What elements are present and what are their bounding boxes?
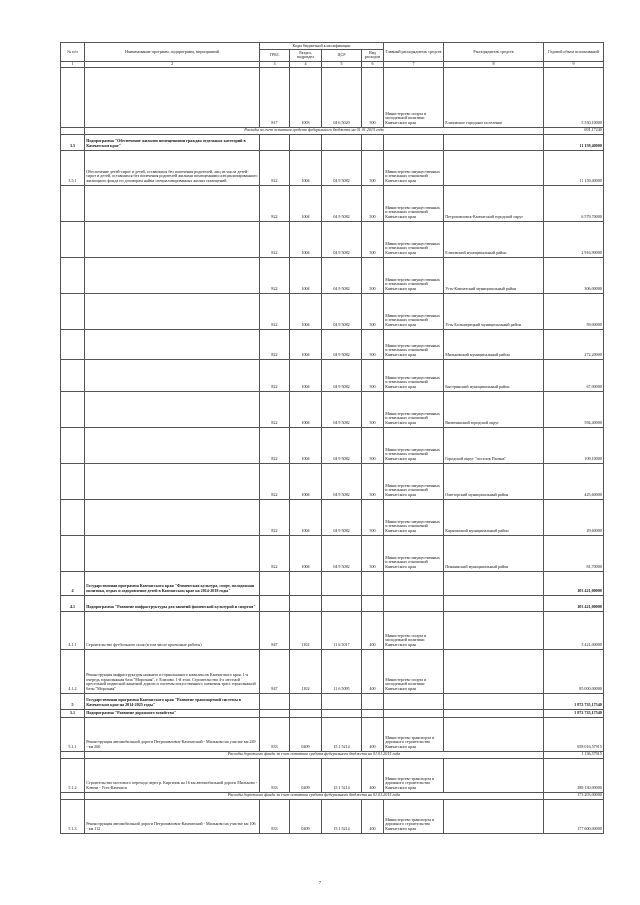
row-sum: 6 579,70000 <box>544 185 604 221</box>
header-csr: ЦСР <box>322 50 362 62</box>
row-name: Строительство футбольного поля (в том числе проектные работы) <box>85 611 260 649</box>
row-vr: 500 <box>362 463 384 499</box>
row-grbs: 822 <box>260 499 290 535</box>
row-name: Обеспечение детей-сирот и детей, оставшихся без попечения родителей, лиц из числа детей-сирот и детей, оставшихся без попечения родителей жилыми помещениями специализированного жилищного фонда по договорам найма специализированных жилых помещений <box>85 150 260 185</box>
empty-cell <box>444 709 544 717</box>
row-num <box>61 427 85 463</box>
row-num: 5 <box>61 693 85 709</box>
empty-cell <box>290 571 322 595</box>
row-grbs: 822 <box>260 185 290 221</box>
row-name <box>85 257 260 293</box>
header-num: № п/п <box>61 43 85 62</box>
row-name <box>85 499 260 535</box>
row-grbs: 822 <box>260 293 290 329</box>
row-main-manager: Министерство спорта и молодежной политики Камчатского края <box>384 611 444 649</box>
program-row <box>61 571 604 595</box>
row-section: 1004 <box>290 150 322 185</box>
row-num: 4 <box>61 571 85 595</box>
row-name <box>85 67 260 127</box>
row-main-manager: Министерство имущественных и земельных отношений Камчатского края <box>384 329 444 359</box>
row-recipient: Елизовское городское поселение <box>444 67 544 127</box>
row-grbs: 822 <box>260 221 290 257</box>
row-recipient: Карагинский муниципальный район <box>444 499 544 535</box>
row-grbs: 822 <box>260 535 290 571</box>
row-name <box>85 391 260 427</box>
row-section: 1004 <box>290 329 322 359</box>
row-vr: 500 <box>362 427 384 463</box>
row-csr: 04 9 5082 <box>322 463 362 499</box>
row-sum: 177 600,00000 <box>544 799 604 833</box>
row-csr: 04 9 5082 <box>322 221 362 257</box>
table-body <box>61 67 604 833</box>
row-vr: 400 <box>362 717 384 751</box>
row-name <box>85 535 260 571</box>
row-sum: 288 130,00000 <box>544 758 604 792</box>
row-vr: 500 <box>362 391 384 427</box>
empty-cell <box>362 595 384 611</box>
row-recipient: Мильковский муниципальный район <box>444 329 544 359</box>
row-vr: 500 <box>362 329 384 359</box>
row-num: 5.1.1 <box>61 717 85 751</box>
row-csr: 04 9 5082 <box>322 293 362 329</box>
row-main-manager: Министерство имущественных и земельных отношений Камчатского края <box>384 391 444 427</box>
note-text: Расходы дорожного фонда за счет остатков средств федерального бюджета на 01.01.2015 года <box>85 792 544 799</box>
row-vr: 400 <box>362 799 384 833</box>
row-grbs: 822 <box>260 391 290 427</box>
row-main-manager: Министерство имущественных и земельных отношений Камчатского края <box>384 185 444 221</box>
row-recipient: Пенжинский муниципальный район <box>444 535 544 571</box>
row-num <box>61 185 85 221</box>
row-section: 0409 <box>290 799 322 833</box>
row-section: 1004 <box>290 391 322 427</box>
row-csr: 15 1 5214 <box>322 758 362 792</box>
row-section: 1004 <box>290 427 322 463</box>
row-csr: 04 9 5082 <box>322 499 362 535</box>
row-csr: 04 9 5082 <box>322 427 362 463</box>
row-sum: 103 421,00000 <box>544 571 604 595</box>
row-sum: 425,60000 <box>544 463 604 499</box>
row-num: 4.1.2 <box>61 649 85 693</box>
row-recipient: Усть-Большерецкий муниципальный район <box>444 293 544 329</box>
index-cell: 5 <box>322 61 362 67</box>
row-grbs: 847 <box>260 649 290 693</box>
note-num-cell <box>61 792 85 799</box>
row-main-manager: Министерство транспорта и дорожного строительства Камчатского края <box>384 717 444 751</box>
row-num: 4.1.1 <box>61 611 85 649</box>
empty-cell <box>362 709 384 717</box>
row-recipient: Городской округ "поселок Палана" <box>444 427 544 463</box>
row-name: Подпрограмма "Обеспечение жилыми помещениями граждан отдельных категорий в Камчатском крае" <box>85 134 260 150</box>
row-main-manager: Министерство имущественных и земельных отношений Камчатского края <box>384 221 444 257</box>
table-row <box>61 391 604 427</box>
row-recipient <box>444 649 544 693</box>
header-total: Годовой объем ассигнований <box>544 43 604 62</box>
row-sum: 3 421,00000 <box>544 611 604 649</box>
row-csr: 11 6 5095 <box>322 649 362 693</box>
row-csr: 04 9 5082 <box>322 391 362 427</box>
row-name: Государственная программа Камчатского края "Физическая культура, спорт, молодежная политика, отдых и оздоровление детей в Камчатском крае на 2014-2018 годы" <box>85 571 260 595</box>
header-recipient: Распорядитель средств <box>444 43 544 62</box>
table-row <box>61 359 604 391</box>
row-sum: 59,00000 <box>544 293 604 329</box>
row-sum: 306,00000 <box>544 257 604 293</box>
row-section: 1004 <box>290 359 322 391</box>
row-recipient <box>444 758 544 792</box>
row-recipient <box>444 717 544 751</box>
row-recipient: Быстринский муниципальный район <box>444 359 544 391</box>
row-main-manager: Министерство спорта и молодежной политики Камчатского края <box>384 649 444 693</box>
table-row <box>61 463 604 499</box>
row-csr: 15 1 5214 <box>322 717 362 751</box>
row-grbs: 817 <box>260 67 290 127</box>
row-csr: 04 9 5082 <box>322 329 362 359</box>
row-num <box>61 329 85 359</box>
row-main-manager: Министерство имущественных и земельных отношений Камчатского края <box>384 359 444 391</box>
table-row <box>61 499 604 535</box>
row-recipient: Петропавловск-Камчатский городской округ <box>444 185 544 221</box>
row-name <box>85 427 260 463</box>
empty-cell <box>444 134 544 150</box>
empty-cell <box>362 134 384 150</box>
header-grbs: ГРБС <box>260 50 290 62</box>
row-grbs: 833 <box>260 717 290 751</box>
row-recipient <box>444 611 544 649</box>
header-name: Наименование программ, подпрограмм, мероприятий <box>85 43 260 62</box>
budget-table <box>60 42 604 834</box>
row-name: Реконструкция инфраструктуры нижнего и горнолыжного комплексов Камчатского края. 1-я очередь горнолыжная база "Морозная", г. Елизово. 1-й этап. Строительство 4-х местной кресельной подвесной канатной дороги и системы искусственного снежения трасс горнолыжной базы "Морозная" <box>85 649 260 693</box>
table-row <box>61 185 604 221</box>
table-row <box>61 293 604 329</box>
index-cell: 6 <box>362 61 384 67</box>
row-sum: 11 159,40000 <box>544 150 604 185</box>
index-cell: 8 <box>444 61 544 67</box>
row-vr: 500 <box>362 535 384 571</box>
row-num <box>61 499 85 535</box>
row-main-manager: Министерство имущественных и земельных отношений Камчатского края <box>384 427 444 463</box>
row-grbs: 822 <box>260 427 290 463</box>
row-name: Подпрограмма "Развитие дорожного хозяйства" <box>85 709 260 717</box>
row-csr: 04 9 5082 <box>322 185 362 221</box>
row-name <box>85 463 260 499</box>
empty-cell <box>322 693 362 709</box>
row-grbs: 822 <box>260 150 290 185</box>
row-num <box>61 535 85 571</box>
row-csr: 04 6 5020 <box>322 67 362 127</box>
program-row <box>61 595 604 611</box>
row-vr: 400 <box>362 611 384 649</box>
row-recipient: Усть-Камчатский муниципальный район <box>444 257 544 293</box>
header-codes-group: Коды бюджетной классификации <box>260 43 384 50</box>
empty-cell <box>384 571 444 595</box>
row-name: Реконструкция автомобильной дороги Петропавловск-Камчатский - Мильково на участке км 106 - км 112 <box>85 799 260 833</box>
empty-cell <box>290 595 322 611</box>
row-grbs: 847 <box>260 611 290 649</box>
row-grbs: 822 <box>260 359 290 391</box>
row-name: Реконструкция автомобильной дороги Петропавловск-Камчатский - Мильково на участке км 249 - км 260 <box>85 717 260 751</box>
page-number: 7 <box>318 880 322 885</box>
row-recipient: Олюторский муниципальный район <box>444 463 544 499</box>
empty-cell <box>384 709 444 717</box>
row-name <box>85 329 260 359</box>
row-vr: 500 <box>362 257 384 293</box>
note-text: Расходы дорожного фонда за счет остатков средств федерального бюджета на 01.01.2015 года <box>85 751 544 758</box>
row-name: Строительство мостового перехода через р. Киргизик на 16 км автомобильной дороги Мильково - Ключи - Усть-Камчатск <box>85 758 260 792</box>
table-row <box>61 717 604 751</box>
row-sum: 658 016,57915 <box>544 717 604 751</box>
empty-cell <box>444 571 544 595</box>
row-sum: 29,60000 <box>544 499 604 535</box>
row-section: 0409 <box>290 717 322 751</box>
row-grbs: 833 <box>260 758 290 792</box>
note-row <box>61 127 604 134</box>
row-main-manager: Министерство имущественных и земельных отношений Камчатского края <box>384 499 444 535</box>
header-main-manager: Главный распорядитель средств <box>384 43 444 62</box>
index-cell: 2 <box>85 61 260 67</box>
row-vr: 500 <box>362 67 384 127</box>
header-vr: Вид расходов <box>362 50 384 62</box>
empty-cell <box>362 571 384 595</box>
row-main-manager: Министерство имущественных и земельных отношений Камчатского края <box>384 257 444 293</box>
row-recipient: Вилючинский городской округ <box>444 391 544 427</box>
row-recipient: Елизовский муниципальный район <box>444 221 544 257</box>
header-section: Раздел, подраздел <box>290 50 322 62</box>
row-section: 0409 <box>290 758 322 792</box>
table-row <box>61 427 604 463</box>
row-sum: 103 421,00000 <box>544 595 604 611</box>
row-name <box>85 221 260 257</box>
empty-cell <box>384 134 444 150</box>
row-name <box>85 359 260 391</box>
index-cell: 9 <box>544 61 604 67</box>
empty-cell <box>444 693 544 709</box>
row-sum: 2 916,90000 <box>544 221 604 257</box>
row-section: 1102 <box>290 611 322 649</box>
row-num <box>61 67 85 127</box>
row-num: 3.5.1 <box>61 150 85 185</box>
row-sum: 1 872 735,17540 <box>544 693 604 709</box>
row-sum: 67,00000 <box>544 359 604 391</box>
row-main-manager: Министерство спорта и молодежной политики Камчатского края <box>384 67 444 127</box>
row-num: 5.1.2 <box>61 758 85 792</box>
row-sum: 272,20000 <box>544 329 604 359</box>
empty-cell <box>322 134 362 150</box>
row-num: 5.1.3 <box>61 799 85 833</box>
empty-cell <box>362 693 384 709</box>
row-csr: 11 6 5017 <box>322 611 362 649</box>
row-section: 1004 <box>290 221 322 257</box>
row-csr: 04 9 5082 <box>322 257 362 293</box>
table-row <box>61 649 604 693</box>
empty-cell <box>384 693 444 709</box>
empty-cell <box>290 693 322 709</box>
row-num <box>61 391 85 427</box>
row-csr: 04 9 5082 <box>322 150 362 185</box>
row-sum: 11 159,40000 <box>544 134 604 150</box>
row-sum: 1 872 735,17540 <box>544 709 604 717</box>
row-num <box>61 359 85 391</box>
table-row <box>61 535 604 571</box>
row-num <box>61 463 85 499</box>
row-sum: 594,40000 <box>544 391 604 427</box>
row-grbs: 822 <box>260 329 290 359</box>
program-row <box>61 134 604 150</box>
row-grbs: 833 <box>260 799 290 833</box>
row-vr: 500 <box>362 185 384 221</box>
program-row <box>61 709 604 717</box>
table-row <box>61 67 604 127</box>
note-text: Расходы за счет остатков средств федерального бюджета на 01.01.2015 года <box>85 127 544 134</box>
index-cell: 3 <box>260 61 290 67</box>
program-row <box>61 693 604 709</box>
empty-cell <box>290 709 322 717</box>
row-recipient <box>444 799 544 833</box>
row-num <box>61 257 85 293</box>
empty-cell <box>322 709 362 717</box>
index-cell: 1 <box>61 61 85 67</box>
row-section: 1004 <box>290 257 322 293</box>
index-cell: 7 <box>384 61 444 67</box>
note-sum: 691,17240 <box>544 127 604 134</box>
row-grbs: 822 <box>260 257 290 293</box>
row-main-manager: Министерство имущественных и земельных отношений Камчатского края <box>384 150 444 185</box>
empty-cell <box>260 571 290 595</box>
row-num <box>61 221 85 257</box>
row-main-manager: Министерство транспорта и дорожного строительства Камчатского края <box>384 799 444 833</box>
row-num <box>61 293 85 329</box>
row-vr: 400 <box>362 649 384 693</box>
row-sum: 109,10000 <box>544 427 604 463</box>
row-sum: 81,70000 <box>544 535 604 571</box>
row-vr: 400 <box>362 758 384 792</box>
row-main-manager: Министерство имущественных и земельных отношений Камчатского края <box>384 535 444 571</box>
row-section: 1004 <box>290 499 322 535</box>
note-row <box>61 751 604 758</box>
row-sum: 85 000,00000 <box>544 649 604 693</box>
note-sum: 1 136,57915 <box>544 751 604 758</box>
row-num: 3.5 <box>61 134 85 150</box>
row-section: 1004 <box>290 185 322 221</box>
row-vr: 500 <box>362 293 384 329</box>
row-main-manager: Министерство имущественных и земельных отношений Камчатского края <box>384 293 444 329</box>
empty-cell <box>260 134 290 150</box>
index-cell: 4 <box>290 61 322 67</box>
row-main-manager: Министерство имущественных и земельных отношений Камчатского края <box>384 463 444 499</box>
row-grbs: 822 <box>260 463 290 499</box>
note-num-cell <box>61 127 85 134</box>
table-row <box>61 150 604 185</box>
empty-cell <box>260 693 290 709</box>
row-section: 1003 <box>290 67 322 127</box>
row-csr: 15 1 5214 <box>322 799 362 833</box>
table-row <box>61 799 604 833</box>
row-name <box>85 185 260 221</box>
note-num-cell <box>61 751 85 758</box>
row-section: 1102 <box>290 649 322 693</box>
empty-cell <box>444 595 544 611</box>
note-sum: 173 203,00000 <box>544 792 604 799</box>
table-row <box>61 221 604 257</box>
row-csr: 04 9 5082 <box>322 359 362 391</box>
row-num: 4.1 <box>61 595 85 611</box>
empty-cell <box>322 571 362 595</box>
row-name: Государственная программа Камчатского края "Развитие транспортной системы в Камчатском крае на 2014-2025 годы" <box>85 693 260 709</box>
note-row <box>61 792 604 799</box>
table-row <box>61 329 604 359</box>
row-num: 5.1 <box>61 709 85 717</box>
row-section: 1004 <box>290 293 322 329</box>
row-vr: 500 <box>362 150 384 185</box>
row-main-manager: Министерство транспорта и дорожного строительства Камчатского края <box>384 758 444 792</box>
row-vr: 500 <box>362 359 384 391</box>
empty-cell <box>260 709 290 717</box>
row-sum: 5 530,10000 <box>544 67 604 127</box>
table-header <box>61 43 604 68</box>
row-section: 1004 <box>290 463 322 499</box>
table-row <box>61 611 604 649</box>
row-vr: 500 <box>362 221 384 257</box>
row-name: Подпрограмма "Развитие инфраструктуры для занятий физической культурой и спортом" <box>85 595 260 611</box>
table-row <box>61 758 604 792</box>
row-csr: 04 9 5082 <box>322 535 362 571</box>
row-recipient <box>444 150 544 185</box>
row-section: 1004 <box>290 535 322 571</box>
empty-cell <box>260 595 290 611</box>
empty-cell <box>322 595 362 611</box>
empty-cell <box>384 595 444 611</box>
row-name <box>85 293 260 329</box>
empty-cell <box>290 134 322 150</box>
table-row <box>61 257 604 293</box>
row-vr: 500 <box>362 499 384 535</box>
